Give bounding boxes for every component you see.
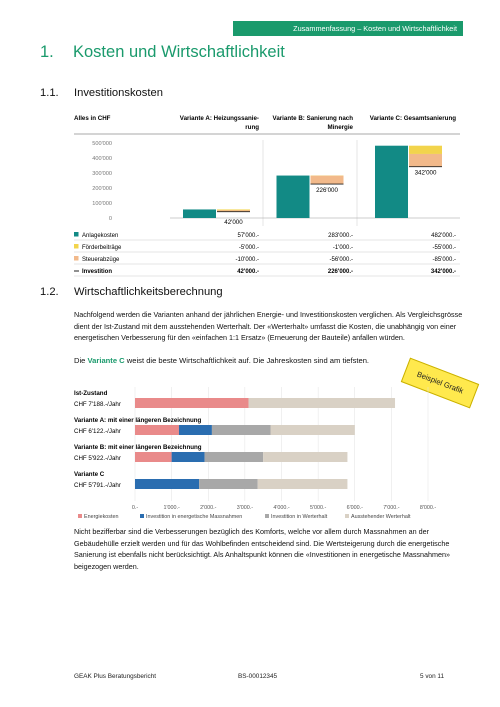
bar-segment [135, 425, 179, 435]
table-row-label: Anlagekosten [82, 233, 119, 239]
investition-label: 342'000 [414, 169, 437, 177]
table-row-label: Investition [82, 269, 113, 275]
legend-label: Investition in Werterhalt [271, 514, 328, 520]
table-cell: 482'000.- [431, 233, 456, 239]
group-annual-cost: CHF 6'122.-/Jahr [74, 428, 121, 435]
group-title: Ist-Zustand [74, 390, 108, 397]
bar-segment [135, 479, 199, 489]
bar-segment [205, 452, 264, 462]
legend-swatch [140, 514, 144, 518]
table-cell: -10'000.- [235, 257, 259, 263]
x-tick-label: 0.- [131, 505, 139, 511]
group-annual-cost: CHF 5'791.-/Jahr [74, 482, 121, 489]
paragraph-comfort: Nicht bezifferbar sind die Verbesserungen bezüglich des Komforts, welche vor allem durch Massnahmen an der Gebäudehülle erzielt werden und für das Wohlbefinden entscheidend sind. Die Wertsteigerung durch die energetische Sanierung ist ebenfalls nicht berücksichtigt. Als Anhaltspunkt können die «Investitionen in energetische Massnahmen» beigezogen werden. [74, 527, 450, 571]
table-cell: 283'000.- [328, 233, 353, 239]
table-head-1: Variante B: Sanierung nach [272, 115, 353, 122]
section-heading-1-2 [40, 286, 223, 298]
paragraph-intro: Nachfolgend werden die Varianten anhand der jährlichen Energie- und Investitionskosten verglichen. Als Vergleichsgrösse dient der Ist-Zustand mit dem ausstehenden Werterhalt. Der «Werterhalt» umfasst die Kosten, die unabhängig von einer energetischen Verbesserung für den «einfachen 1:1 Ersatz» (Erneuerung der Bauteile) anfallen würden. [74, 310, 463, 342]
heading-number: 1. [40, 43, 54, 61]
x-tick-label: 3'000.- [236, 505, 254, 511]
y-tick-label: 0 [108, 216, 112, 222]
group-annual-cost: CHF 7'188.-/Jahr [74, 401, 121, 408]
table-cell: -56'000.- [329, 257, 353, 263]
x-tick-label: 7'000.- [383, 505, 400, 511]
legend-swatch [78, 514, 82, 518]
table-head-2: Variante C: Gesamtsanierung [369, 115, 456, 122]
section-number: 1.2. [40, 286, 59, 298]
legend-swatch [265, 514, 269, 518]
investition-label: 226'000 [316, 187, 338, 195]
result-highlight: Variante C [87, 356, 125, 365]
legend-label: Investition in energetische Massnahmen [146, 514, 243, 520]
x-tick-label: 1'000.- [163, 505, 180, 511]
table-cell: 57'000.- [237, 233, 259, 239]
y-tick-label: 100'000 [92, 201, 112, 207]
legend-swatch [74, 244, 79, 249]
bar-segment [179, 425, 212, 435]
group-annual-cost: CHF 5'922.-/Jahr [74, 455, 121, 462]
table-cell: -55'000.- [432, 245, 456, 251]
footer-center: BS-00012345 [238, 673, 278, 680]
bar-segment [135, 398, 249, 408]
result-text-a: Die [74, 356, 88, 365]
bar-foerderbeitraege [409, 146, 442, 154]
legend-swatch [74, 232, 79, 237]
bar-segment [249, 398, 396, 408]
bar-segment [199, 479, 258, 489]
group-title: Variante A: mit einer längeren Bezeichnung [74, 417, 202, 424]
footer-right: 5 von 11 [420, 673, 445, 680]
legend-label: Ausstehender Werterhalt [351, 514, 411, 520]
bar-segment [271, 425, 355, 435]
section-number: 1.1. [40, 87, 59, 99]
legend-swatch [74, 256, 79, 261]
group-title: Variante B: mit einer längeren Bezeichnung [74, 444, 202, 451]
x-tick-label: 4'000.- [273, 505, 290, 511]
investment-chart [0, 0, 500, 300]
x-tick-label: 5'000.- [309, 505, 327, 511]
x-tick-label: 8'000.- [419, 505, 437, 511]
bar-anlagekosten [375, 146, 408, 218]
result-text-b: weist die beste Wirtschaftlichkeit auf. Die Jahreskosten sind am tiefsten. [124, 356, 370, 365]
y-tick-label: 500'000 [92, 141, 112, 147]
heading-title: Kosten und Wirtschaftlichkeit [73, 43, 285, 61]
paragraph-result [74, 355, 464, 367]
economics-chart [0, 385, 500, 525]
table-head-0: Variante A: Heizungssanie- [179, 115, 259, 122]
bar-segment [263, 452, 347, 462]
table-head-0-cont: rung [245, 124, 259, 131]
section-title: Investitionskosten [74, 87, 163, 99]
table-cell: 342'000.- [430, 269, 456, 275]
y-tick-label: 400'000 [92, 156, 112, 162]
table-cell: 226'000.- [327, 269, 353, 275]
table-row-label: Förderbeiträge [82, 245, 122, 251]
group-title: Variante C [74, 471, 105, 478]
x-tick-label: 2'000.- [200, 505, 217, 511]
bar-segment [212, 425, 271, 435]
bar-anlagekosten [183, 209, 216, 218]
x-tick-label: 6'000.- [346, 505, 363, 511]
investition-label: 42'000 [224, 219, 243, 226]
example-stamp: Beispiel Grafik [401, 358, 479, 409]
y-tick-label: 300'000 [92, 171, 112, 177]
header-bar: Zusammenfassung – Kosten und Wirtschaftlichkeit [233, 21, 463, 36]
section-title: Wirtschaftlichkeitsberechnung [74, 286, 223, 298]
table-cell: -1'000.- [332, 245, 353, 251]
bar-anlagekosten [277, 176, 310, 218]
table-row-label: Steuerabzüge [82, 257, 120, 263]
table-cell: 42'000.- [237, 269, 259, 275]
table-head-label: Alles in CHF [74, 115, 111, 122]
bar-segment [258, 479, 348, 489]
table-cell: -85'000.- [432, 257, 456, 263]
legend-label: Energiekosten [84, 514, 119, 520]
bar-segment [172, 452, 205, 462]
table-head-1-cont: Minergie [327, 124, 353, 131]
footer-left: GEAK Plus Beratungsbericht [74, 673, 157, 680]
bar-steuerabzuege [409, 154, 442, 167]
legend-swatch [345, 514, 349, 518]
table-cell: -5'000.- [238, 245, 259, 251]
bar-steuerabzuege [311, 176, 344, 184]
y-tick-label: 200'000 [92, 186, 112, 192]
bar-segment [135, 452, 172, 462]
